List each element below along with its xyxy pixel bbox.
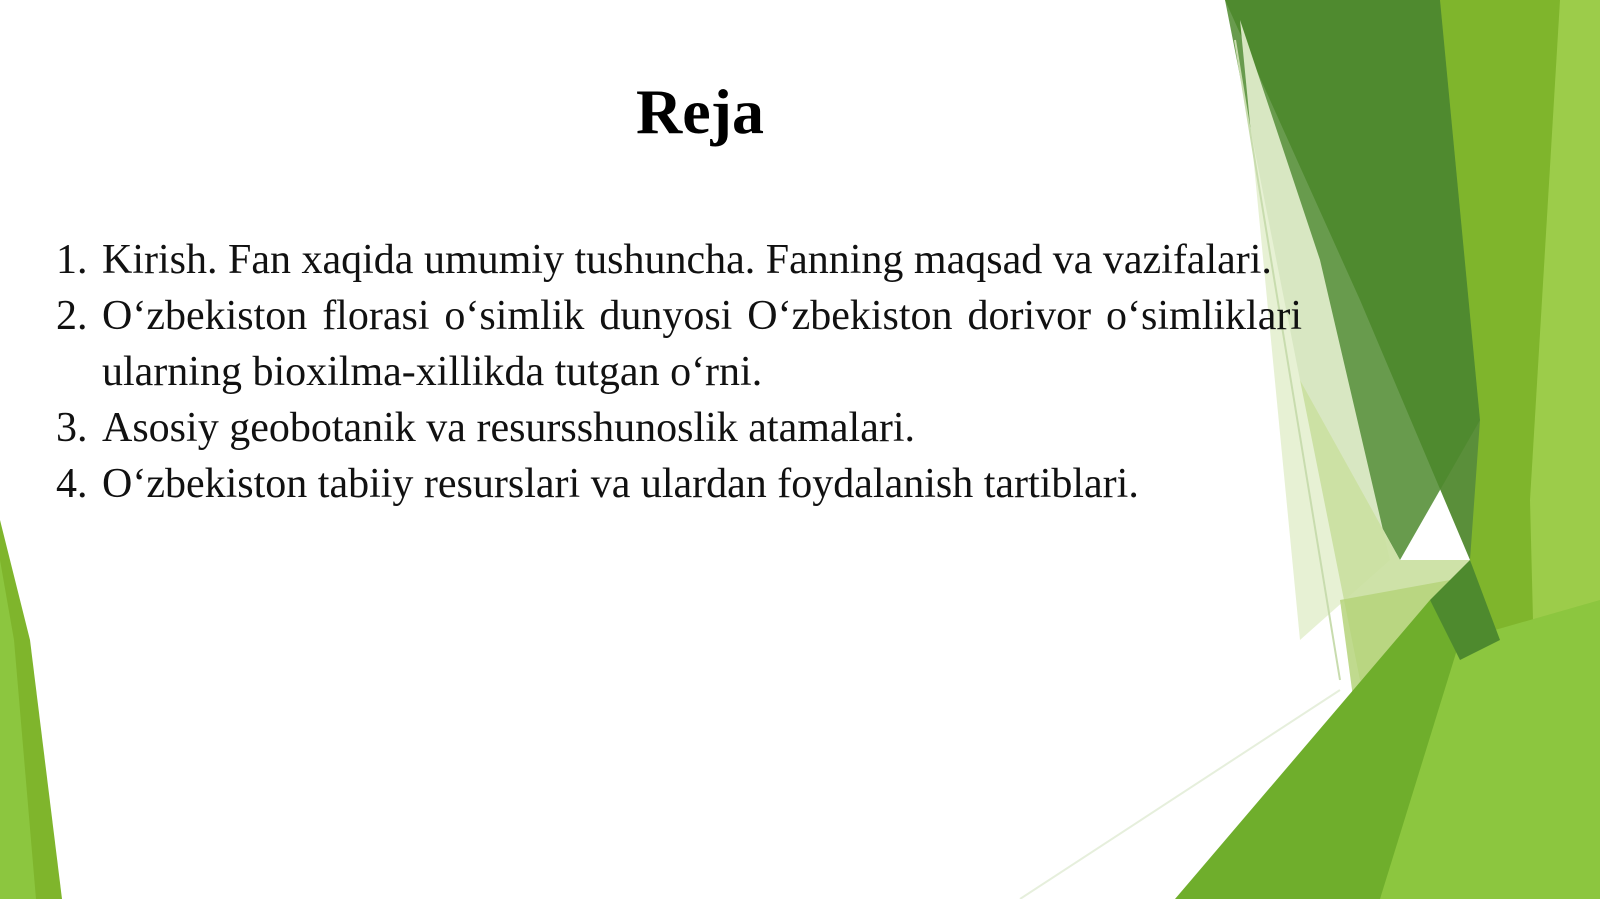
list-item-text: O‘zbekiston tabiiy resurslari va ulardan foydalanish tartiblari. [102,461,1139,507]
list-item [56,400,1302,456]
list-item [56,456,1302,512]
plan-list [56,232,1302,512]
list-item-number: 3. [56,405,88,451]
slide-title: Reja [636,76,764,147]
list-item [56,232,1302,288]
list-item-text: O‘zbekiston florasi o‘simlik dunyosi O‘zbekiston dorivor o‘simliklari ularning bioxilma-xillikda tutgan o‘rni. [102,293,1302,395]
list-item-number: 4. [56,461,88,507]
list-item-number: 2. [56,293,88,339]
list-item-text: Kirish. Fan xaqida umumiy tushuncha. Fanning maqsad va vazifalari. [102,237,1272,283]
list-item-text: Asosiy geobotanik va resursshunoslik atamalari. [102,405,916,451]
list-item [56,288,1302,400]
list-item-number: 1. [56,237,88,283]
